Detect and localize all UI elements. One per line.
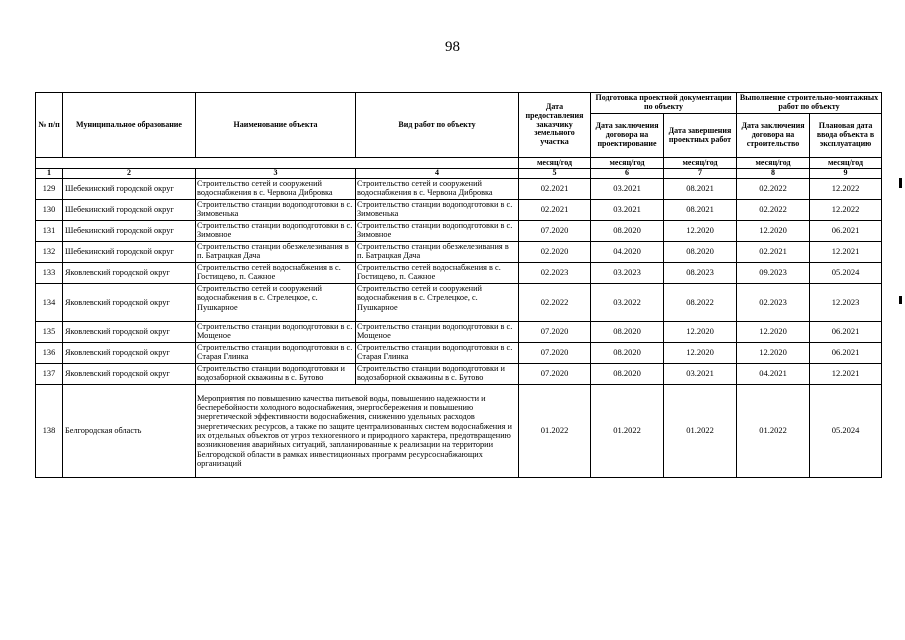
municipality-cell: Яковлевский городской округ	[63, 322, 196, 343]
row-number: 129	[36, 179, 63, 200]
construction-contract-cell: 01.2022	[737, 385, 810, 478]
header-construction-group: Выполнение строительно-монтажных работ по объекту	[737, 93, 882, 114]
row-number: 135	[36, 322, 63, 343]
commission-date-cell: 12.2022	[810, 179, 882, 200]
municipality-cell: Яковлевский городской округ	[63, 364, 196, 385]
commission-date-cell: 06.2021	[810, 343, 882, 364]
row-number: 137	[36, 364, 63, 385]
municipality-cell: Яковлевский городской округ	[63, 284, 196, 322]
design-contract-cell: 03.2023	[591, 263, 664, 284]
table-row	[36, 322, 882, 343]
construction-contract-cell: 02.2023	[737, 284, 810, 322]
design-end-cell: 12.2020	[664, 343, 737, 364]
object-name-cell: Строительство станции водоподготовки в с. Зимовенька	[196, 200, 356, 221]
row-number: 132	[36, 242, 63, 263]
work-type-cell: Строительство станции водоподготовки и водозаборной скважины в с. Бутово	[356, 364, 519, 385]
land-date-cell: 02.2022	[519, 284, 591, 322]
land-date-cell: 02.2021	[519, 200, 591, 221]
header-unit: месяц/год	[664, 158, 737, 169]
table-row	[36, 364, 882, 385]
construction-contract-cell: 12.2020	[737, 221, 810, 242]
design-end-cell: 08.2021	[664, 200, 737, 221]
header-unit: месяц/год	[591, 158, 664, 169]
header-num: № п/п	[36, 93, 63, 158]
table-row	[36, 179, 882, 200]
row-number: 136	[36, 343, 63, 364]
construction-contract-cell: 02.2022	[737, 179, 810, 200]
column-number: 3	[196, 169, 356, 179]
work-type-cell: Строительство сетей и сооружений водоснабжения в с. Червона Дибровка	[356, 179, 519, 200]
header-construction-contract: Дата заключения договора на строительство	[737, 114, 810, 158]
work-type-cell: Строительство станции водоподготовки в с. Мощеное	[356, 322, 519, 343]
design-end-cell: 08.2022	[664, 284, 737, 322]
land-date-cell: 07.2020	[519, 221, 591, 242]
object-name-cell: Строительство станции водоподготовки и водозаборной скважины в с. Бутово	[196, 364, 356, 385]
table-row	[36, 200, 882, 221]
land-date-cell: 07.2020	[519, 343, 591, 364]
row-number: 138	[36, 385, 63, 478]
column-number: 2	[63, 169, 196, 179]
row-number: 131	[36, 221, 63, 242]
construction-contract-cell: 02.2021	[737, 242, 810, 263]
design-end-cell: 08.2023	[664, 263, 737, 284]
design-end-cell: 08.2021	[664, 179, 737, 200]
table-row	[36, 343, 882, 364]
row-number: 130	[36, 200, 63, 221]
column-number: 7	[664, 169, 737, 179]
construction-contract-cell: 04.2021	[737, 364, 810, 385]
design-contract-cell: 03.2021	[591, 179, 664, 200]
object-name-cell: Строительство станции водоподготовки в с. Зимовное	[196, 221, 356, 242]
object-name-cell: Строительство станции обезжелезивания в п. Батрацкая Дача	[196, 242, 356, 263]
design-contract-cell: 08.2020	[591, 221, 664, 242]
table-row	[36, 385, 882, 478]
column-number: 9	[810, 169, 882, 179]
commission-date-cell: 12.2023	[810, 284, 882, 322]
construction-contract-cell: 09.2023	[737, 263, 810, 284]
design-contract-cell: 03.2021	[591, 200, 664, 221]
design-contract-cell: 01.2022	[591, 385, 664, 478]
header-unit: месяц/год	[810, 158, 882, 169]
header-object-name: Наименование объекта	[196, 93, 356, 158]
header-unit: месяц/год	[519, 158, 591, 169]
design-end-cell: 03.2021	[664, 364, 737, 385]
column-number: 8	[737, 169, 810, 179]
object-name-cell: Строительство сетей и сооружений водоснабжения в с. Червона Дибровка	[196, 179, 356, 200]
commission-date-cell: 05.2024	[810, 385, 882, 478]
header-unit-spacer	[36, 158, 519, 169]
design-contract-cell: 08.2020	[591, 343, 664, 364]
construction-contract-cell: 12.2020	[737, 343, 810, 364]
work-type-cell: Строительство сетей и сооружений водоснабжения в с. Стрелецкое, с. Пушкарное	[356, 284, 519, 322]
design-end-cell: 01.2022	[664, 385, 737, 478]
design-contract-cell: 04.2020	[591, 242, 664, 263]
object-name-cell: Строительство сетей и сооружений водоснабжения в с. Стрелецкое, с. Пушкарное	[196, 284, 356, 322]
column-number: 5	[519, 169, 591, 179]
land-date-cell: 02.2021	[519, 179, 591, 200]
commission-date-cell: 06.2021	[810, 322, 882, 343]
column-number: 6	[591, 169, 664, 179]
work-type-cell: Строительство сетей водоснабжения в с. Гостищево, п. Сажное	[356, 263, 519, 284]
table-row	[36, 221, 882, 242]
header-unit: месяц/год	[737, 158, 810, 169]
municipality-cell: Шебекинский городской округ	[63, 221, 196, 242]
municipality-cell: Шебекинский городской округ	[63, 242, 196, 263]
schedule-table	[35, 92, 882, 478]
design-contract-cell: 03.2022	[591, 284, 664, 322]
header-municipality: Муниципальное образование	[63, 93, 196, 158]
table-row	[36, 242, 882, 263]
municipality-cell: Белгородская область	[63, 385, 196, 478]
land-date-cell: 01.2022	[519, 385, 591, 478]
table-row	[36, 284, 882, 322]
header-commission: Плановая дата ввода объекта в эксплуатацию	[810, 114, 882, 158]
header-work-type: Вид работ по объекту	[356, 93, 519, 158]
commission-date-cell: 12.2021	[810, 364, 882, 385]
design-end-cell: 08.2020	[664, 242, 737, 263]
row-number: 134	[36, 284, 63, 322]
column-number: 1	[36, 169, 63, 179]
land-date-cell: 02.2020	[519, 242, 591, 263]
object-name-cell: Строительство станции водоподготовки в с. Мощеное	[196, 322, 356, 343]
edge-mark	[899, 178, 902, 188]
municipality-cell: Яковлевский городской округ	[63, 263, 196, 284]
commission-date-cell: 05.2024	[810, 263, 882, 284]
construction-contract-cell: 02.2022	[737, 200, 810, 221]
column-number: 4	[356, 169, 519, 179]
work-type-cell: Строительство станции обезжелезивания в п. Батрацкая Дача	[356, 242, 519, 263]
commission-date-cell: 12.2022	[810, 200, 882, 221]
design-contract-cell: 08.2020	[591, 364, 664, 385]
edge-mark	[899, 296, 902, 304]
header-design-contract: Дата заключения договора на проектирование	[591, 114, 664, 158]
land-date-cell: 07.2020	[519, 322, 591, 343]
land-date-cell: 07.2020	[519, 364, 591, 385]
municipality-cell: Шебекинский городской округ	[63, 200, 196, 221]
design-end-cell: 12.2020	[664, 322, 737, 343]
schedule-table-wrapper	[35, 92, 881, 478]
commission-date-cell: 06.2021	[810, 221, 882, 242]
commission-date-cell: 12.2021	[810, 242, 882, 263]
object-name-cell: Строительство сетей водоснабжения в с. Гостищево, п. Сажное	[196, 263, 356, 284]
header-design-group: Подготовка проектной документации по объекту	[591, 93, 737, 114]
municipality-cell: Шебекинский городской округ	[63, 179, 196, 200]
construction-contract-cell: 12.2020	[737, 322, 810, 343]
header-land-date: Дата предоставления заказчику земельного участка	[519, 93, 591, 158]
header-design-end: Дата завершения проектных работ	[664, 114, 737, 158]
land-date-cell: 02.2023	[519, 263, 591, 284]
municipality-cell: Яковлевский городской округ	[63, 343, 196, 364]
merged-measures-cell: Мероприятия по повышению качества питьевой воды, повышению надежности и бесперебойности холодного водоснабжения, энергосбережения и повышению энергетической эффективности водоснабжения, снижению удельных расходов энергетических ресурсов, а также по защите централизованных систем водоснабжения и их отдельных объектов от угроз техногенного и природного характера, предотвращению возникновения аварийных ситуаций, запланированные к реализации на территории Белгородской области в рамках инвестиционных программ ресурсоснабжающих организаций	[196, 385, 519, 478]
work-type-cell: Строительство станции водоподготовки в с. Зимовное	[356, 221, 519, 242]
row-number: 133	[36, 263, 63, 284]
design-contract-cell: 08.2020	[591, 322, 664, 343]
page-number: 98	[445, 39, 460, 55]
work-type-cell: Строительство станции водоподготовки в с. Старая Глинка	[356, 343, 519, 364]
object-name-cell: Строительство станции водоподготовки в с. Старая Глинка	[196, 343, 356, 364]
work-type-cell: Строительство станции водоподготовки в с. Зимовенька	[356, 200, 519, 221]
table-row	[36, 263, 882, 284]
design-end-cell: 12.2020	[664, 221, 737, 242]
